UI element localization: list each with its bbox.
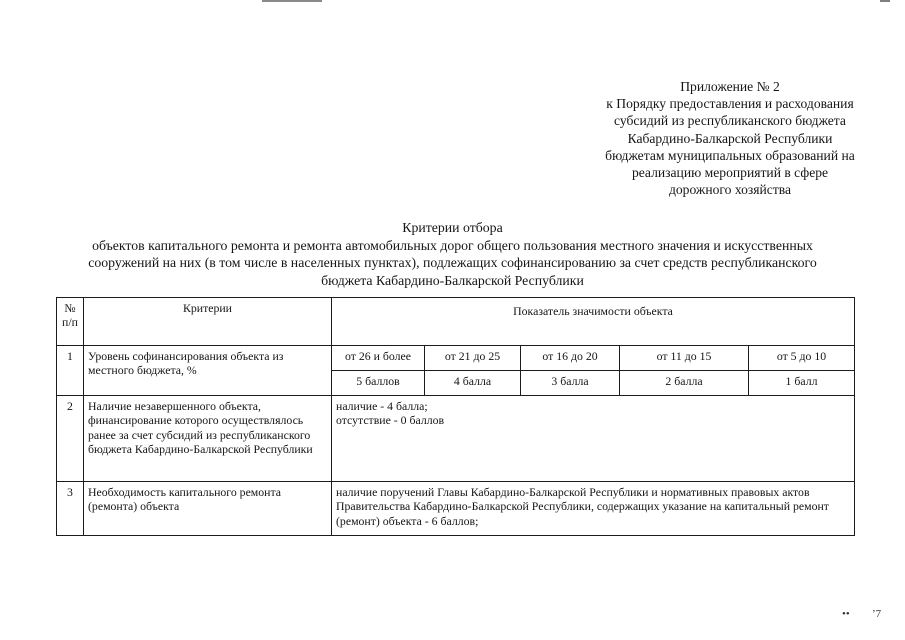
document-title: [20, 219, 885, 289]
scan-artifact: [880, 0, 890, 2]
appendix-line: Приложение № 2: [680, 79, 780, 94]
score-cell: 2 балла: [620, 371, 749, 396]
range-cell: от 21 до 25: [425, 346, 521, 371]
title-line: бюджета Кабардино-Балкарской Республики: [321, 272, 584, 288]
range-cell: от 16 до 20: [521, 346, 620, 371]
header-criteria: Критерии: [84, 298, 332, 346]
range-cell: от 11 до 15: [620, 346, 749, 371]
appendix-block: [560, 78, 900, 198]
row-num: 2: [57, 396, 84, 482]
range-cell: от 26 и более: [332, 346, 425, 371]
appendix-line: Кабардино-Балкарской Республики: [627, 130, 833, 146]
footer-mark: ʼ7: [872, 608, 882, 620]
row-indicator: [332, 396, 855, 482]
title-line: Критерии отбора: [402, 220, 503, 235]
indicator-line: отсутствие - 0 баллов: [336, 413, 445, 428]
appendix-line: дорожного хозяйства: [668, 182, 792, 198]
indicator-line: наличие - 4 балла;: [336, 399, 428, 413]
appendix-line: бюджетам муниципальных образований на: [605, 147, 855, 163]
table-row: [57, 482, 855, 536]
header-num: № п/п: [57, 298, 84, 346]
appendix-line: реализацию мероприятий в сфере: [631, 165, 829, 181]
score-cell: 4 балла: [425, 371, 521, 396]
row-criterion: Необходимость капитального ремонта (ремонта) объекта: [84, 482, 332, 536]
appendix-line: к Порядку предоставления и расходования: [606, 96, 854, 112]
row-criterion: Уровень софинансирования объекта из местного бюджета, %: [84, 346, 332, 396]
row-num: 1: [57, 346, 84, 396]
header-indicator: Показатель значимости объекта: [332, 298, 855, 346]
row-criterion: Наличие незавершенного объекта, финансирование которого осуществлялось ранее за счет субсидий из республиканского бюджета Кабардино-Балкарской Республики: [84, 396, 332, 482]
criteria-table: [56, 297, 855, 536]
row-indicator: наличие поручений Главы Кабардино-Балкарской Республики и нормативных правовых актов Правительства Кабардино-Балкарской Республики, содержащих указание на капитальный ремонт (ремонт) объекта - 6 баллов;: [332, 482, 855, 536]
score-cell: 1 балл: [749, 371, 855, 396]
title-line: объектов капитального ремонта и ремонта автомобильных дорог общего пользования местного значения и искусственных: [92, 237, 813, 253]
score-cell: 3 балла: [521, 371, 620, 396]
row-num: 3: [57, 482, 84, 536]
table-row: [57, 396, 855, 482]
range-cell: от 5 до 10: [749, 346, 855, 371]
title-line: сооружений на них (в том числе в населенных пунктах), подлежащих софинансированию за счет средств республиканского: [88, 255, 817, 271]
score-cell: 5 баллов: [332, 371, 425, 396]
table-row: [57, 346, 855, 371]
scan-artifact: [262, 0, 322, 2]
footer-mark: ••: [842, 608, 850, 620]
appendix-line: субсидий из республиканского бюджета: [614, 113, 846, 129]
table-header-row: [57, 298, 855, 346]
